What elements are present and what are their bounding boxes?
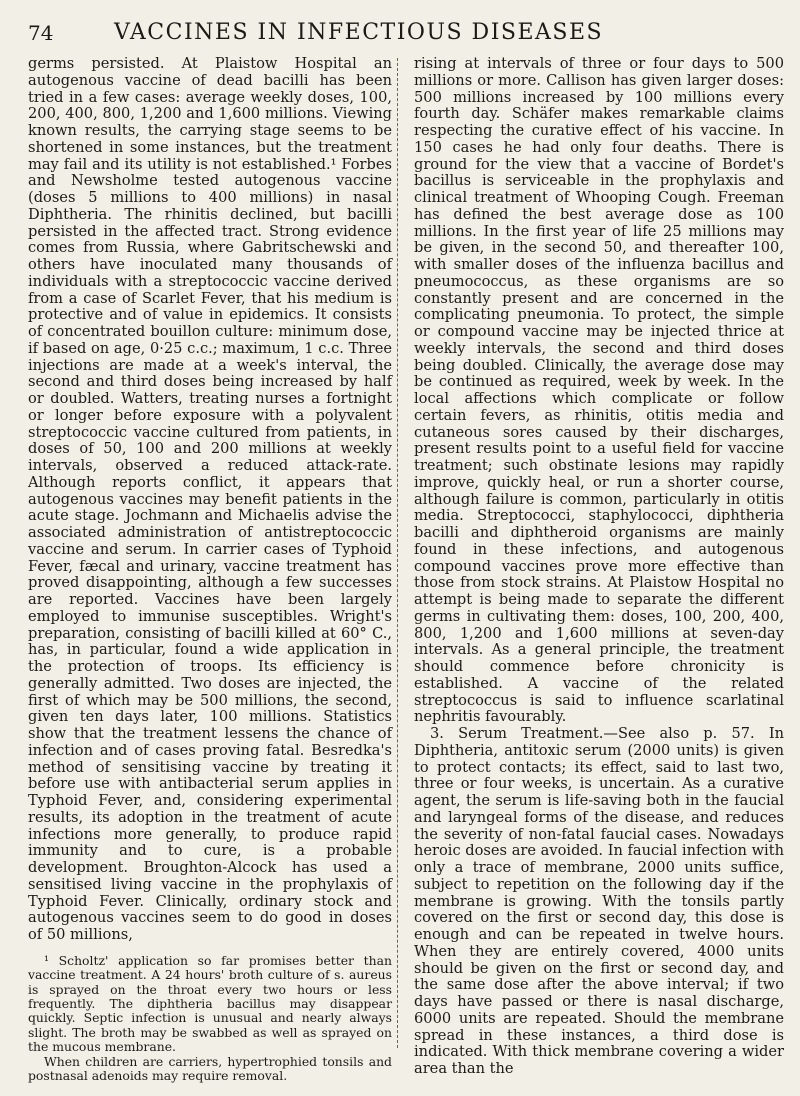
right-column [414, 56, 784, 1078]
right-body-text: rising at intervals of three or four days to 500 millions or more. Callison has given larger doses: 500 millions increased by 100 millions every fourth day. Schäfer makes remarkable claims respecting the curative effect of his vaccine. In 150 cases he had only four deaths. There is ground for the view that a vaccine of Bordet's bacillus is serviceable in the prophylaxis and clinical treatment of Whooping Cough. Freeman has defined the best average dose as 100 millions. In the first year of life 25 millions may be given, in the second 50, and thereafter 100, with smaller doses of the influenza bacillus and pneumococcus, as these organisms are so constantly present and are concerned in the complicating pneumonia. To protect, the simple or compound vaccine may be injected thrice at weekly intervals, the second and third doses being doubled. Clinically, the average dose may be continued as required, week by week. In the local affections which complicate or follow certain fevers, as rhinitis, otitis media and cutaneous sores caused by their discharges, present results point to a useful field for vaccine treatment; such obstinate lesions may rapidly improve, quickly heal, or run a shorter course, although failure is common, particularly in otitis media. Streptococci, staphylococci, diphtheria bacilli and diphtheroid organisms are mainly found in these infections, and autogenous compound vaccines prove more effective than those from stock strains. At Plaistow Hospital no attempt is being made to separate the different germs in cultivating them: doses, 100, 200, 400, 800, 1,200 and 1,600 millions at seven-day intervals. As a general principle, the treatment should commence before chronicity is established. A vaccine of the related streptococcus is said to influence scarlatinal nephritis favourably. [414, 55, 784, 726]
running-title: VACCINES IN INFECTIOUS DISEASES [114, 20, 604, 45]
left-column [28, 56, 392, 1083]
running-head [28, 18, 782, 48]
page-number: 74 [28, 21, 54, 45]
footnote-1: ¹ Scholtz' application so far promises better than vaccine treatment. A 24 hours' broth culture of s. aureus is sprayed on the throat every two hours or less frequently. The diphtheria bacillus may disappear quickly. Septic infection is unusual and nearly always slight. The broth may be swabbed as well as sprayed on the mucous membrane. [28, 952, 392, 1055]
column-divider [397, 58, 398, 1048]
left-body-text: germs persisted. At Plaistow Hospital an autogenous vaccine of dead bacilli has been tried in a few cases: average weekly doses, 100, 200, 400, 800, 1,200 and 1,600 millions. Viewing known results, the carrying stage seems to be shortened in some instances, but the treatment may fail and its utility is not established.¹ Forbes and Newsholme tested autogenous vaccine (doses 5 millions to 400 millions) in nasal Diphtheria. The rhinitis declined, but bacilli persisted in the affected tract. Strong evidence comes from Russia, where Gabritschewski and others have inoculated many thousands of individuals with a streptococcic vaccine derived from a case of Scarlet Fever, that his medium is protective and of value in epidemics. It consists of concentrated bouillon culture: minimum dose, if based on age, 0·25 c.c.; maximum, 1 c.c. Three injections are made at a week's interval, the second and third doses being increased by half or doubled. Watters, treating nurses a fortnight or longer before exposure with a polyvalent streptococcic vaccine cultured from patients, in doses of 50, 100 and 200 millions at weekly intervals, observed a reduced attack-rate. Although reports conflict, it appears that autogenous vaccines may benefit patients in the acute stage. Jochmann and Michaelis advise the associated administration of antistreptococcic vaccine and serum. In carrier cases of Typhoid Fever, fæcal and urinary, vaccine treatment has proved disappointing, although a few successes are reported. Vaccines have been largely employed to immunise susceptibles. Wright's preparation, consisting of bacilli killed at 60° C., has, in particular, found a wide application in the protection of troops. Its efficiency is generally admitted. Two doses are injected, the first of which may be 500 millions, the second, given ten days later, 100 millions. Statistics show that the treatment lessens the chance of infection and of cases proving fatal. Besredka's method of sensitising vaccine by treating it before use with antibacterial serum applies in Typhoid Fever, and, considering experimental results, its adoption in the treatment of acute infections more generally, to produce rapid immunity and to cure, is a probable development. Broughton-Alcock has used a sensitised living vaccine in the prophylaxis of Typhoid Fever. Clinically, ordinary stock and autogenous vaccines seem to do good in doses of 50 millions, [28, 55, 392, 943]
footnote-2: When children are carriers, hypertrophied tonsils and postnasal adenoids may require removal. [28, 1053, 392, 1083]
footnotes [28, 954, 392, 1084]
serum-treatment-paragraph: 3. Serum Treatment.—See also p. 57. In Diphtheria, antitoxic serum (2000 units) is given to protect contacts; its effect, said to last two, three or four weeks, is uncertain. As a curative agent, the serum is life-saving both in the faucial and laryngeal forms of the disease, and reduces the severity of non-fatal faucial cases. Nowadays heroic doses are avoided. In faucial infection with only a trace of membrane, 2000 units suffice, subject to repetition on the following day if the membrane is growing. With the tonsils partly covered on the first or second day, this dose is enough and can be repeated in twelve hours. When they are entirely covered, 4000 units should be given on the first or second day, and the same dose after the above interval; if two days have passed or there is nasal discharge, 6000 units are repeated. Should the membrane spread in these instances, a third dose is indicated. With thick membrane covering a wider area than the [414, 725, 784, 1077]
